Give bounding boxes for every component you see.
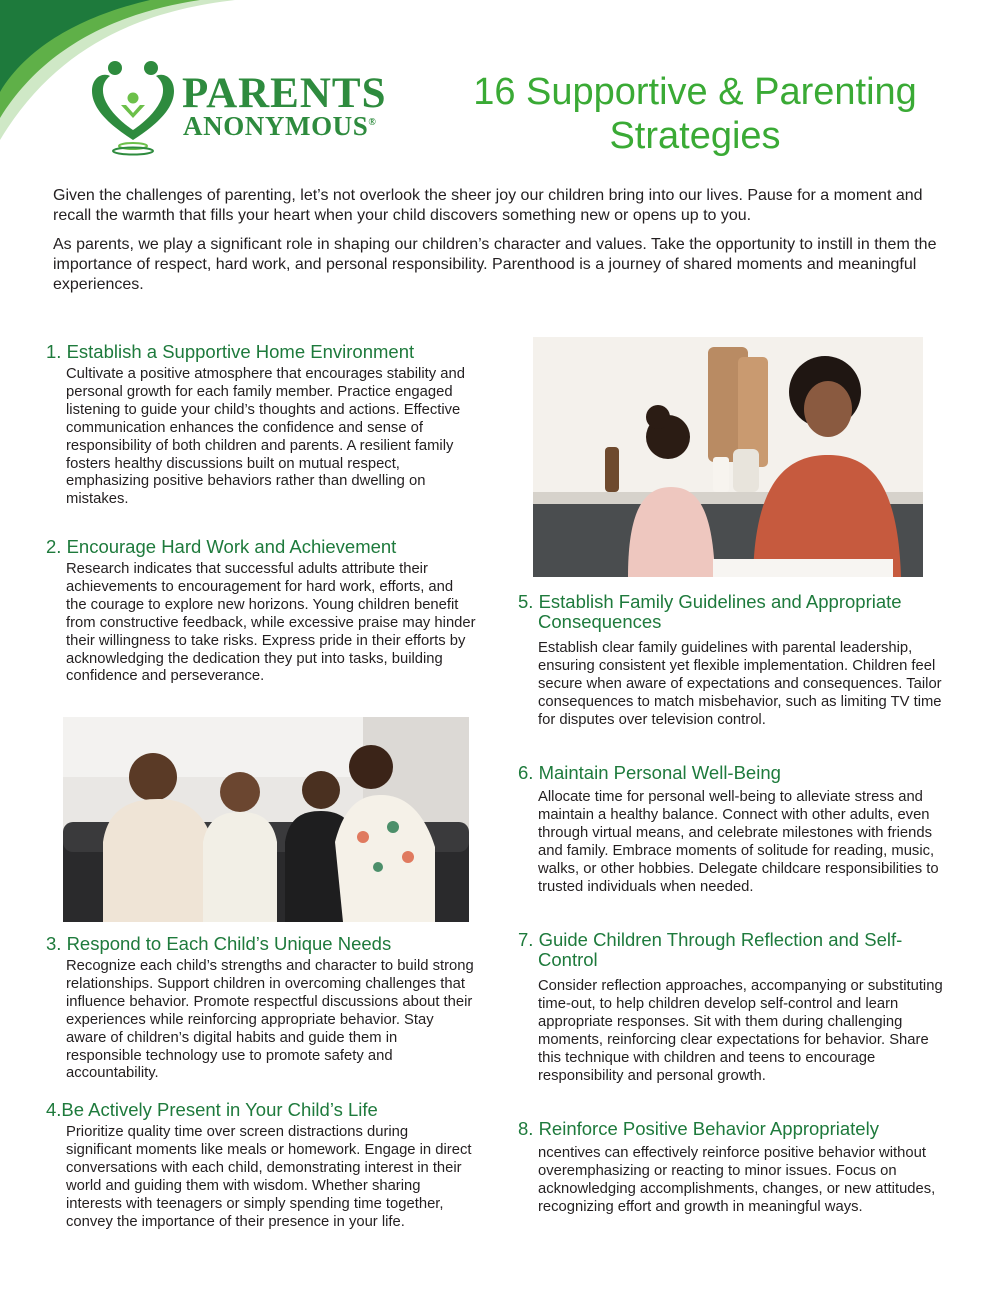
section-heading: 7. Guide Children Through Reflection and Self-Control — [518, 929, 903, 970]
heart-family-logo-icon — [88, 58, 178, 158]
mother-daughter-photo — [533, 337, 923, 577]
strategy-section-8 — [518, 1119, 948, 1217]
section-heading: 8. Reinforce Positive Behavior Appropriately — [518, 1118, 879, 1139]
section-body: Research indicates that successful adults attribute their achievements to encouragement for hard work, efforts, and the courage to explore new horizons. Young children benefit from constructive feedback, while excessive praise may hinder their willingness to take risks. Express pride in their efforts by acknowledging the dedication they put into tasks, building confidence and perseverance. — [66, 561, 476, 685]
document-title: 16 Supportive & Parenting Strategies — [473, 71, 917, 157]
family-on-couch-photo — [63, 717, 469, 922]
strategy-section-6 — [518, 763, 948, 896]
section-body: Allocate time for personal well-being to alleviate stress and maintain a healthy balance. Connect with other adults, even through virtual means, and celebrate milestones with friends and family. Embrace moments of solitude for reading, music, walks, or other hobbies. Delegate childcare responsibilities to trusted individuals when needed. — [538, 789, 939, 895]
intro-text — [53, 186, 958, 304]
strategy-section-7 — [518, 930, 948, 1085]
logo-wordmark-parents: PARENTS — [182, 70, 387, 117]
section-body: Recognize each child’s strengths and character to build strong relationships. Support children in overcoming challenges that influence behavior. Promote respectful discussions about their experiences while reinforcing appropriate behavior. Stay aware of children’s digital habits and guide them in responsible technology use to promote safety and accountability. — [66, 958, 474, 1082]
strategy-section-2 — [46, 537, 476, 686]
parents-anonymous-logo — [88, 58, 408, 158]
section-heading: 5. Establish Family Guidelines and Appropriate Consequences — [518, 591, 902, 632]
section-heading: 3. Respond to Each Child’s Unique Needs — [46, 933, 392, 954]
section-body: ncentives can effectively reinforce positive behavior without overemphasizing or reacting to minor issues. Focus on acknowledging accomplishments, changes, or new attitudes, recognizing effort and growth in meaningful ways. — [538, 1145, 936, 1215]
strategy-section-1 — [46, 342, 476, 509]
section-heading: 1. Establish a Supportive Home Environment — [46, 341, 415, 362]
strategy-section-4 — [46, 1100, 476, 1231]
intro-paragraph: Given the challenges of parenting, let’s not overlook the sheer joy our children bring into our lives. Pause for a moment and recall the warmth that fills your heart when your child discovers something new or opens up to you. — [53, 187, 923, 224]
section-heading: 6. Maintain Personal Well-Being — [518, 762, 781, 783]
section-body: Consider reflection approaches, accompanying or substituting time-out, to help children develop self-control and learn appropriate responses. Sit with them during challenging moments, reinforcing clear expectations for behavior. Share this technique with children and teens to encourage responsibility and personal growth. — [538, 978, 943, 1084]
intro-paragraph: As parents, we play a significant role in shaping our children’s character and values. Take the opportunity to instill in them the importance of respect, hard work, and personal responsibility. Parenthood is a journey of shared moments and meaningful experiences. — [53, 236, 937, 293]
strategy-section-3 — [46, 934, 476, 1083]
section-body: Establish clear family guidelines with parental leadership, ensuring consistent yet flexible implementation. Children feel secure when aware of expectations and consequences. Tailor consequences to match misbehavior, such as limiting TV time for disputes over television control. — [538, 640, 942, 728]
section-body: Prioritize quality time over screen distractions during significant moments like meals or homework. Engage in direct conversations with each child, demonstrating interest in their world and guiding them with wisdom. Whether sharing interests with teenagers or simply spending time together, convey the importance of their presence in your life. — [66, 1124, 472, 1230]
section-heading: 4.Be Actively Present in Your Child’s Life — [46, 1099, 378, 1120]
strategy-section-5 — [518, 592, 948, 730]
section-body: Cultivate a positive atmosphere that encourages stability and personal growth for each family member. Practice engaged listening to guide your child’s thoughts and actions. Effective communication enhances the confidence and sense of responsibility of both children and parents. A resilient family fosters healthy discussions built on mutual respect, emphasizing positive behaviors rather than dwelling on mistakes. — [66, 366, 465, 508]
logo-wordmark-anonymous: ANONYMOUS® — [183, 111, 377, 141]
section-heading: 2. Encourage Hard Work and Achievement — [46, 536, 397, 557]
